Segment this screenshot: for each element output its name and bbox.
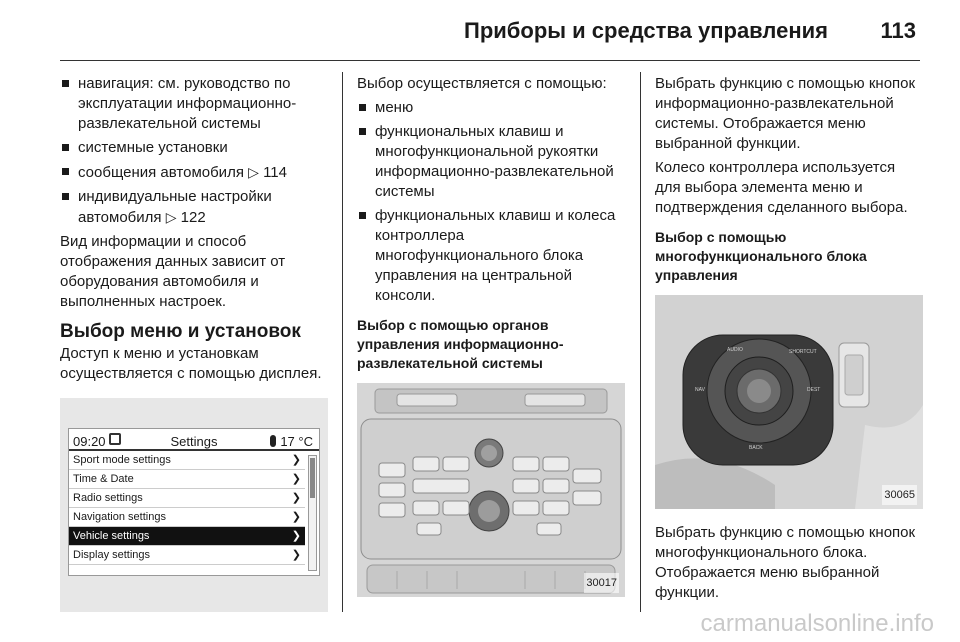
svg-text:BACK: BACK xyxy=(749,445,763,451)
column-divider xyxy=(640,72,641,612)
column-1 xyxy=(60,74,328,612)
scrollbar[interactable] xyxy=(308,455,317,571)
chevron-right-icon: ❯ xyxy=(291,549,301,561)
menu-item[interactable]: Sport mode settings ❯ xyxy=(69,451,305,470)
column-divider xyxy=(342,72,343,612)
chevron-right-icon: ❯ xyxy=(291,473,301,485)
paragraph: Вид информации и способ отображения данных зависит от оборудования автомобиля и выполненных настроек. xyxy=(60,233,286,310)
cross-reference-page[interactable]: 122 xyxy=(180,209,206,226)
menu-item[interactable]: Time & Date ❯ xyxy=(69,470,305,489)
list-item: меню xyxy=(357,98,625,118)
console-illustration xyxy=(357,383,625,597)
figure-number: 30017 xyxy=(584,573,619,593)
page-number: 113 xyxy=(880,18,916,43)
chapter-title: Приборы и средства управления xyxy=(464,18,828,43)
paragraph: Выбрать функцию с помощью кнопок информационно-развлекательной системы. Отображается меню выбранной функции. xyxy=(655,75,916,152)
header-divider xyxy=(60,60,920,61)
watermark-text: carmanualsonline.info xyxy=(700,610,934,637)
chevron-right-icon: ❯ xyxy=(291,492,301,504)
menu-item[interactable]: Navigation settings ❯ xyxy=(69,508,305,527)
svg-text:DEST: DEST xyxy=(807,387,821,393)
menu-item[interactable]: Display settings ❯ xyxy=(69,546,305,565)
sub-section-title: Выбор с помощью органов управления информационно-развлекательной системы xyxy=(357,317,564,371)
screen-header xyxy=(69,429,319,451)
infotainment-console-figure xyxy=(357,383,625,597)
svg-text:SHORTCUT: SHORTCUT xyxy=(789,349,817,355)
screen-title: Settings xyxy=(170,434,218,449)
list-item: функциональных клавиш и многофункциональной рукоятки информационно-развлекательной системы xyxy=(357,122,625,202)
cross-reference-icon[interactable]: ▷ xyxy=(248,164,259,180)
cross-reference-page[interactable]: 114 xyxy=(263,164,287,181)
paragraph: Выбор осуществляется с помощью: xyxy=(357,75,607,92)
multifunction-controller-figure xyxy=(655,295,923,509)
chevron-right-icon: ❯ xyxy=(291,530,301,542)
svg-text:AUDIO: AUDIO xyxy=(727,347,743,353)
column-2 xyxy=(357,74,625,597)
column-3 xyxy=(655,74,923,607)
settings-menu-list xyxy=(69,451,319,565)
chevron-right-icon: ❯ xyxy=(291,454,301,466)
settings-screen-figure xyxy=(60,398,328,612)
paragraph: Доступ к меню и установкам осуществляется с помощью дисплея. xyxy=(60,345,322,382)
temperature: 17 °C xyxy=(270,432,313,452)
chevron-right-icon: ❯ xyxy=(291,511,301,523)
svg-text:NAV: NAV xyxy=(695,387,705,393)
list-item: индивидуальные настройки автомобиля ▷ 122 xyxy=(60,187,328,228)
controller-illustration xyxy=(655,295,923,509)
display-screen xyxy=(68,428,320,576)
list-item: сообщения автомобиля ▷ 114 xyxy=(60,162,328,183)
list-item: системные установки xyxy=(60,138,328,158)
paragraph: Выбрать функцию с помощью кнопок многофункционального блока. Отображается меню выбранной функции. xyxy=(655,524,916,601)
menu-item[interactable]: Radio settings ❯ xyxy=(69,489,305,508)
figure-number: 30065 xyxy=(882,485,917,505)
scrollbar-thumb[interactable] xyxy=(310,458,315,498)
clock-text: 09:20 xyxy=(73,434,106,449)
page-header xyxy=(60,14,920,54)
menu-item[interactable]: Vehicle settings ❯ xyxy=(69,527,305,546)
list-item: функциональных клавиш и колеса контроллера многофункционального блока управления на центральной консоли. xyxy=(357,206,625,306)
section-title: Выбор меню и установок xyxy=(60,321,301,342)
list-item: навигация: см. руководство по эксплуатации информационно-развлекательной системы xyxy=(60,74,328,134)
paragraph: Колесо контроллера используется для выбора элемента меню и подтверждения сделанного выбора. xyxy=(655,159,908,216)
thermometer-icon xyxy=(270,435,276,447)
cross-reference-icon[interactable]: ▷ xyxy=(165,209,177,225)
sub-section-title: Выбор с помощью многофункционального блока управления xyxy=(655,229,867,283)
